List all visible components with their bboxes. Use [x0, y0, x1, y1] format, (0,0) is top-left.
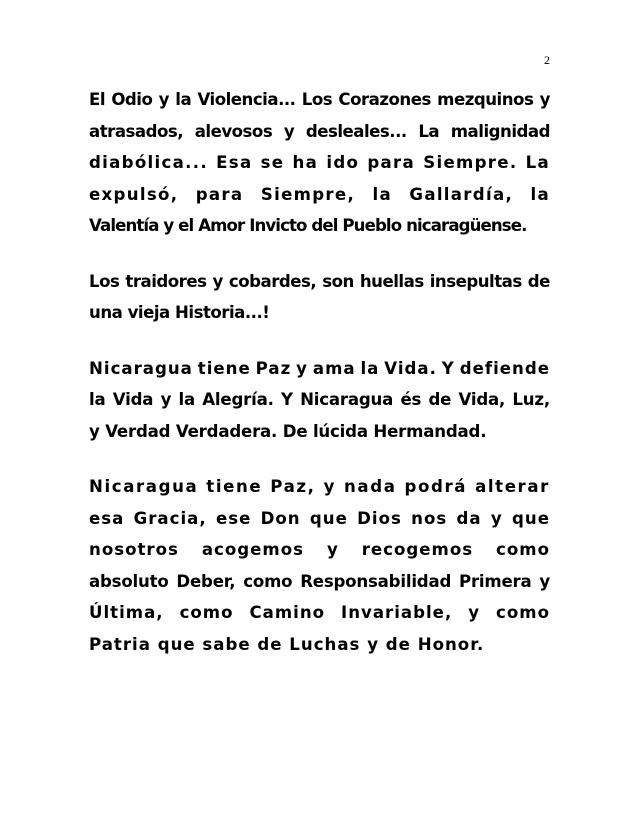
text-line: absoluto Deber, como Responsabilidad Primera y [89, 571, 550, 591]
text-line: Los traidores y cobardes, son huellas insepultas de [89, 271, 550, 291]
text-line: una vieja Historia...! [89, 303, 270, 322]
text-line: y Verdad Verdadera. De lúcida Hermandad. [89, 421, 487, 441]
text-line: Última, como Camino Invariable, y como [89, 603, 550, 622]
paragraph [89, 266, 550, 329]
text-line: Nicaragua tiene Paz, y nada podrá alterar [89, 477, 550, 496]
paragraph [89, 84, 550, 242]
text-line: Patria que sabe de Luchas y de Honor. [89, 634, 485, 654]
document-body [89, 84, 550, 684]
text-line: esa Gracia, ese Don que Dios nos da y que [89, 508, 550, 528]
text-line: El Odio y la Violencia... Los Corazones mezquinos y [89, 90, 550, 109]
text-line: la Vida y la Alegría. Y Nicaragua és de Vida, Luz, [89, 390, 550, 409]
text-line: atrasados, alevosos y desleales... La malignidad [89, 121, 550, 141]
text-line: expulsó, para Siempre, la Gallardía, la [89, 184, 550, 204]
paragraph [89, 353, 550, 448]
paragraph [89, 471, 550, 660]
text-line: Valentía y el Amor Invicto del Pueblo nicaragüense. [89, 216, 527, 235]
text-line: diabólica... Esa se ha ido para Siempre. La [89, 153, 550, 172]
text-line: Nicaragua tiene Paz y ama la Vida. Y defiende [89, 358, 550, 378]
page-number: 2 [544, 53, 550, 67]
text-line: nosotros acogemos y recogemos como [89, 540, 550, 559]
